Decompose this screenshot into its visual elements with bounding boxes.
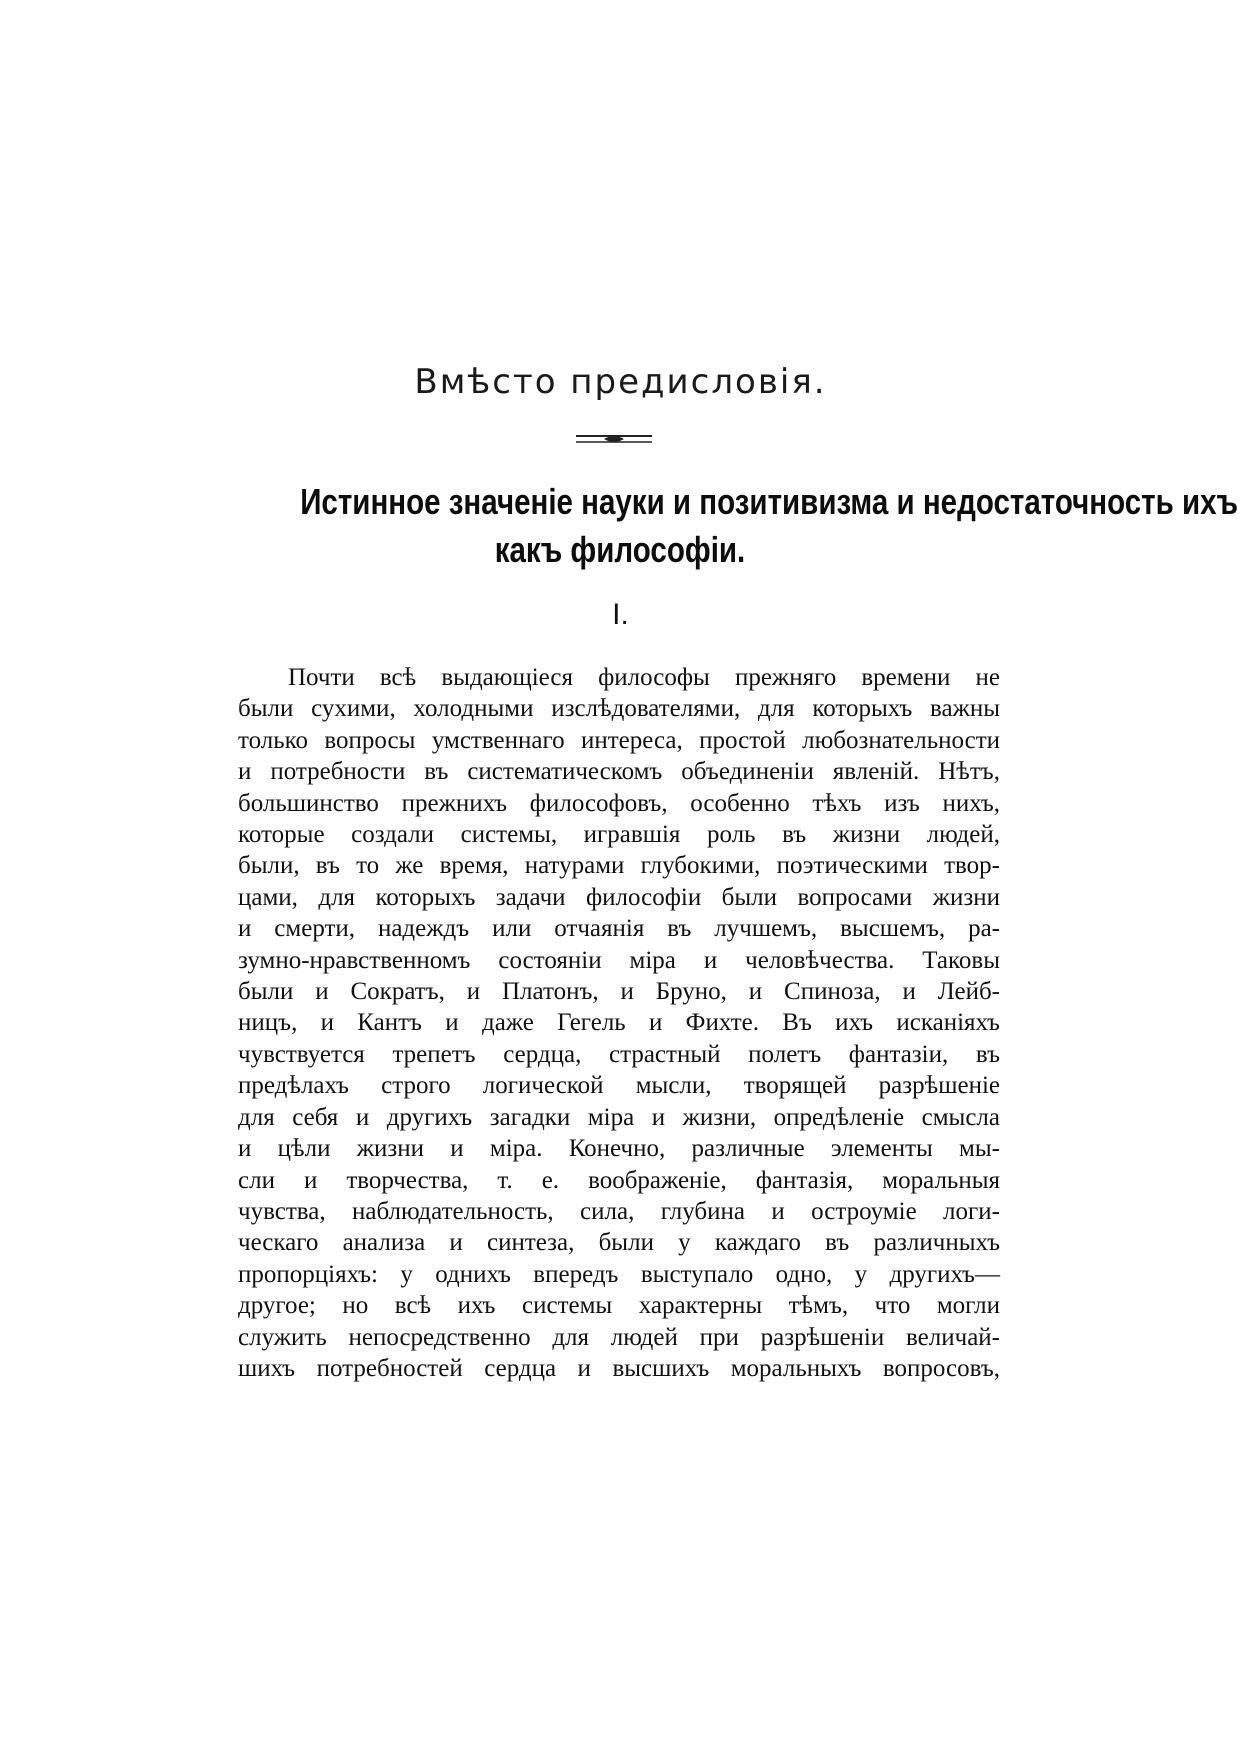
paragraph-line: для себя и другихъ загадки міра и жизни, опредѣленіе смысла <box>238 1103 1000 1131</box>
paragraph-line: служить непосредственно для людей при разрѣшеніи величай- <box>238 1323 1000 1351</box>
paragraph-line: ницъ, и Кантъ и даже Гегель и Фихте. Въ ихъ исканіяхъ <box>238 1009 1000 1037</box>
chapter-title-line-2: какъ философіи. <box>494 529 746 570</box>
section-number: I. <box>612 598 629 631</box>
paragraph-line: сли и творчества, т. е. воображеніе, фантазія, моральныя <box>238 1166 1000 1194</box>
paragraph-line: были и Сократъ, и Платонъ, и Бруно, и Спинозa, и Лейб- <box>238 978 1000 1006</box>
paragraph-line: и потребности въ систематическомъ объединеніи явленій. Нѣтъ, <box>238 758 1000 786</box>
paragraph-line: большинство прежнихъ философовъ, особенно тѣхъ изъ нихъ, <box>238 789 1000 817</box>
paragraph-line: и цѣли жизни и міра. Конечно, различные элементы мы- <box>238 1135 1000 1163</box>
paragraph-line: чувствуется трепетъ сердца, страстный полетъ фантазіи, въ <box>238 1040 1000 1068</box>
paragraph-line: и смерти, надеждъ или отчаянія въ лучшемъ, высшемъ, ра- <box>238 915 1000 943</box>
paragraph-line: ческаго анализа и синтеза, были у каждаго въ различныхъ <box>238 1229 1000 1257</box>
paragraph-line: Почти всѣ выдающіеся философы прежняго времени не <box>288 664 1000 691</box>
paragraph-line: шихъ потребностей сердца и высшихъ моральныхъ вопросовъ, <box>238 1354 1000 1382</box>
paragraph-line: предѣлахъ строго логической мысли, творящей разрѣшеніе <box>238 1072 1000 1100</box>
paragraph-line: другое; но всѣ ихъ системы характерны тѣмъ, что могли <box>238 1292 1000 1320</box>
paragraph-line: пропорціяхъ: у однихъ впередъ выступало одно, у другихъ— <box>238 1260 1000 1288</box>
ornamental-rule-icon <box>574 432 654 446</box>
page-header: Вмѣсто предисловія. <box>414 362 827 402</box>
body-paragraph <box>238 662 1000 1384</box>
paragraph-line: зумно-нравственномъ состояніи міра и человѣчества. Таковы <box>238 946 1000 974</box>
paragraph-line: чувства, наблюдательность, сила, глубина и остроуміе логи- <box>238 1197 1000 1225</box>
chapter-title <box>300 478 1239 574</box>
paragraph-line: были сухими, холодными изслѣдователями, для которыхъ важны <box>238 695 1000 723</box>
paragraph-line: были, въ то же время, натурами глубокими, поэтическими твор- <box>238 852 1000 880</box>
paragraph-line: только вопросы умственнаго интереса, простой любознательности <box>238 726 1000 754</box>
paragraph-line: цами, для которыхъ задачи философіи были вопросами жизни <box>238 883 1000 911</box>
chapter-title-line-1: Истинное значеніе науки и позитивизма и недостаточность ихъ <box>300 481 1239 522</box>
paragraph-line: которые создали системы, игравшія роль въ жизни людей, <box>238 821 1000 849</box>
